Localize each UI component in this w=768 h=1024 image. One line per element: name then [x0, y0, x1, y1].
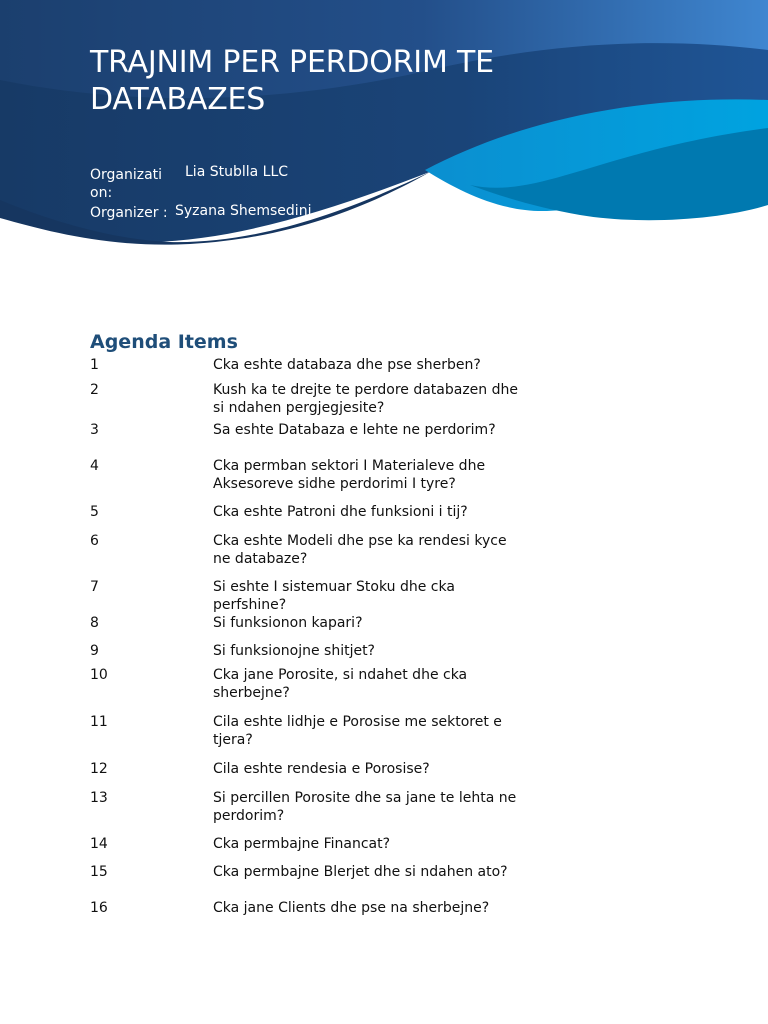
agenda-item-number: 16	[90, 900, 108, 916]
agenda-item-text: Cka eshte Patroni dhe funksioni i tij?	[213, 504, 468, 520]
agenda-item-text: Kush ka te drejte te perdore databazen dhe si ndahen pergjegjesite?	[213, 382, 518, 416]
agenda-heading: Agenda Items	[90, 331, 238, 353]
agenda-item-number: 13	[90, 790, 108, 806]
agenda-item-number: 12	[90, 761, 108, 777]
agenda-item-number: 5	[90, 504, 99, 520]
agenda-item-text: Cka eshte databaza dhe pse sherben?	[213, 357, 481, 373]
agenda-item-number: 10	[90, 667, 108, 683]
agenda-item-number: 11	[90, 714, 108, 730]
agenda-item-text: Si funksionon kapari?	[213, 615, 363, 631]
agenda-item-number: 15	[90, 864, 108, 880]
organizer-label: Organizer :	[90, 205, 168, 221]
agenda-item-text: Cka eshte Modeli dhe pse ka rendesi kyce ne databaze?	[213, 533, 507, 567]
agenda-item-number: 2	[90, 382, 99, 398]
agenda-item-text: Cila eshte lidhje e Porosise me sektoret e tjera?	[213, 714, 502, 748]
agenda-item-number: 4	[90, 458, 99, 474]
organization-value: Lia Stublla LLC	[185, 164, 289, 180]
agenda-item-number: 7	[90, 579, 99, 595]
agenda-item-text: Cka jane Porosite, si ndahet dhe cka sherbejne?	[213, 667, 468, 701]
agenda-item-text: Si eshte I sistemuar Stoku dhe cka perfshine?	[213, 579, 455, 613]
agenda-item-text: Si funksionojne shitjet?	[213, 643, 375, 659]
agenda-item-number: 6	[90, 533, 99, 549]
agenda-item-number: 3	[90, 422, 99, 438]
agenda-item-text: Sa eshte Databaza e lehte ne perdorim?	[213, 422, 496, 438]
agenda-item-text: Si percillen Porosite dhe sa jane te lehta ne perdorim?	[213, 790, 517, 824]
agenda-item-number: 1	[90, 357, 99, 373]
agenda-item-number: 8	[90, 615, 99, 631]
agenda-item-text: Cka permbajne Financat?	[213, 836, 391, 852]
agenda-item-text: Cka permbajne Blerjet dhe si ndahen ato?	[213, 864, 508, 880]
agenda-item-text: Cka jane Clients dhe pse na sherbejne?	[213, 900, 490, 916]
agenda-item-text: Cila eshte rendesia e Porosise?	[213, 761, 430, 777]
organization-label: Organization:	[90, 167, 163, 201]
organizer-value: Syzana Shemsedini	[175, 203, 312, 219]
document-title: TRAJNIM PER PERDORIM TE DATABAZES	[90, 45, 494, 117]
agenda-item-text: Cka permban sektori I Materialeve dhe Aksesoreve sidhe perdorimi I tyre?	[213, 458, 486, 492]
agenda-item-number: 9	[90, 643, 99, 659]
agenda-item-number: 14	[90, 836, 108, 852]
